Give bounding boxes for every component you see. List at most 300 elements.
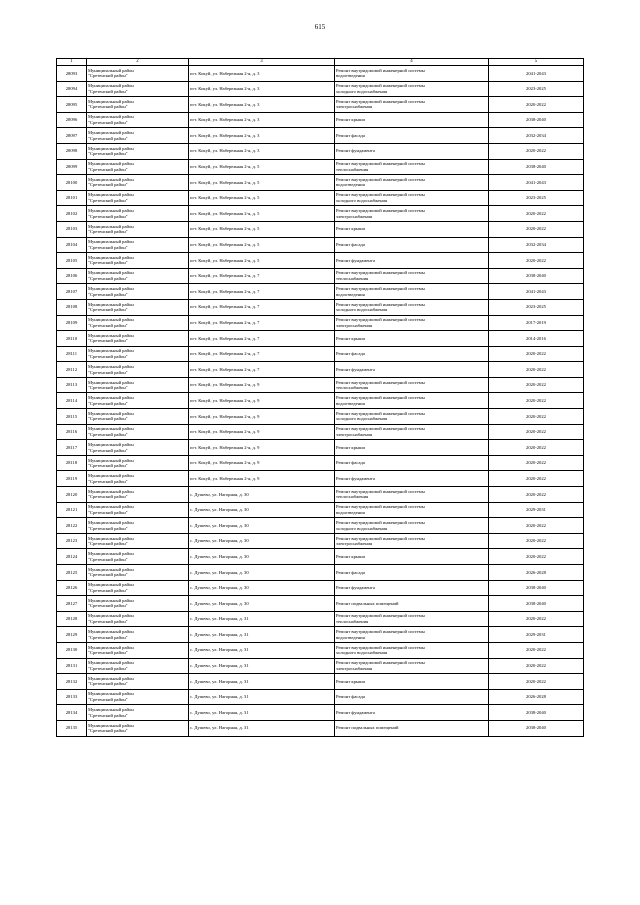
term-cell: 2020-2022 <box>489 97 584 113</box>
work-type-line: теплоснабжения <box>336 619 369 625</box>
row-number: 28134 <box>57 705 87 721</box>
work-type-line: холодного водоснабжения <box>336 416 388 422</box>
work-type-cell <box>335 206 489 222</box>
municipality-cell <box>87 112 189 128</box>
address-cell: пгт. Кокуй, ул. Набережная 2-я, д. 3 <box>189 143 335 159</box>
row-number: 28113 <box>57 377 87 393</box>
address-cell: пгт. Кокуй, ул. Набережная 2-я, д. 5 <box>189 190 335 206</box>
work-type-cell <box>335 221 489 237</box>
work-type-line: холодного водоснабжения <box>336 307 388 313</box>
address-cell: пгт. Кокуй, ул. Набережная 2-я, д. 9 <box>189 424 335 440</box>
address-cell: с. Душево, ул. Нагорная, д. 31 <box>189 627 335 643</box>
work-type-line: Ремонт внутридомовой инженерной системы <box>336 395 425 401</box>
row-number: 28101 <box>57 190 87 206</box>
work-type-line: Ремонт внутридомовой инженерной системы <box>336 83 425 89</box>
row-number: 28094 <box>57 81 87 97</box>
address-cell: с. Душево, ул. Нагорная, д. 30 <box>189 565 335 581</box>
row-number: 28098 <box>57 143 87 159</box>
work-type-cell <box>335 455 489 471</box>
row-number: 28130 <box>57 642 87 658</box>
term-cell: 2041-2043 <box>489 175 584 191</box>
row-number: 28125 <box>57 565 87 581</box>
work-type-line: холодного водоснабжения <box>336 88 388 94</box>
term-cell: 2020-2022 <box>489 518 584 534</box>
table-row <box>57 674 584 690</box>
municipality-cell <box>87 190 189 206</box>
term-cell: 2032-2034 <box>489 237 584 253</box>
work-type-line: электроснабжения <box>336 322 373 328</box>
row-number: 28123 <box>57 533 87 549</box>
address-cell: пгт. Кокуй, ул. Набережная 2-я, д. 7 <box>189 346 335 362</box>
work-type-line: теплоснабжения <box>336 166 369 172</box>
work-type-cell <box>335 346 489 362</box>
term-cell: 2020-2022 <box>489 253 584 269</box>
row-number: 28100 <box>57 175 87 191</box>
address-cell: с. Душево, ул. Нагорная, д. 30 <box>189 549 335 565</box>
municipality-line: Муниципальный район <box>88 660 134 666</box>
municipality-line: Муниципальный район <box>88 582 134 588</box>
municipality-line: "Сретенский район" <box>88 291 128 297</box>
term-cell: 2020-2022 <box>489 346 584 362</box>
address-cell: пгт. Кокуй, ул. Набережная 2-я, д. 9 <box>189 455 335 471</box>
term-cell: 2020-2022 <box>489 658 584 674</box>
work-type-cell <box>335 689 489 705</box>
term-cell: 2029-2031 <box>489 627 584 643</box>
work-type-line: Ремонт внутридомовой инженерной системы <box>336 301 425 307</box>
work-type-line: Ремонт крыши <box>336 678 365 684</box>
municipality-line: "Сретенский район" <box>88 712 128 718</box>
municipality-line: Муниципальный район <box>88 192 134 198</box>
table-row <box>57 393 584 409</box>
work-type-cell <box>335 81 489 97</box>
row-number: 28128 <box>57 611 87 627</box>
table-row <box>57 580 584 596</box>
municipality-line: Муниципальный район <box>88 597 134 603</box>
municipality-line: Муниципальный район <box>88 270 134 276</box>
municipality-line: "Сретенский район" <box>88 463 128 469</box>
municipality-line: Муниципальный район <box>88 145 134 151</box>
address-cell: пгт. Кокуй, ул. Набережная 2-я, д. 7 <box>189 268 335 284</box>
address-cell: пгт. Кокуй, ул. Набережная 2-я, д. 9 <box>189 440 335 456</box>
work-type-cell <box>335 190 489 206</box>
work-type-line: электроснабжения <box>336 665 373 671</box>
term-cell: 2020-2022 <box>489 377 584 393</box>
term-cell: 2038-2040 <box>489 268 584 284</box>
work-type-line: Ремонт фасада <box>336 694 365 700</box>
work-type-cell <box>335 393 489 409</box>
term-cell: 2038-2040 <box>489 720 584 736</box>
work-type-line: водоотведения <box>336 73 365 79</box>
municipality-line: Муниципальный район <box>88 317 134 323</box>
municipality-line: "Сретенский район" <box>88 478 128 484</box>
work-type-line: Ремонт крыши <box>336 553 365 559</box>
address-cell: с. Душево, ул. Нагорная, д. 30 <box>189 487 335 503</box>
work-type-line: Ремонт внутридомовой инженерной системы <box>336 644 425 650</box>
address-cell: пгт. Кокуй, ул. Набережная 2-я, д. 5 <box>189 253 335 269</box>
row-number: 28118 <box>57 455 87 471</box>
work-type-line: Ремонт внутридомовой инженерной системы <box>336 504 425 510</box>
address-cell: с. Душево, ул. Нагорная, д. 30 <box>189 533 335 549</box>
address-cell: пгт. Кокуй, ул. Набережная 2-я, д. 9 <box>189 377 335 393</box>
work-type-line: водоотведения <box>336 291 365 297</box>
municipality-cell <box>87 175 189 191</box>
row-number: 28122 <box>57 518 87 534</box>
table-row <box>57 81 584 97</box>
municipality-line: "Сретенский район" <box>88 213 128 219</box>
municipality-cell <box>87 720 189 736</box>
municipality-line: Муниципальный район <box>88 332 134 338</box>
municipality-line: Муниципальный район <box>88 535 134 541</box>
municipality-cell <box>87 159 189 175</box>
term-cell: 2029-2031 <box>489 502 584 518</box>
term-cell: 2020-2022 <box>489 533 584 549</box>
column-header: 1 <box>57 59 87 66</box>
row-number: 28102 <box>57 206 87 222</box>
table-row <box>57 720 584 736</box>
municipality-line: Муниципальный район <box>88 551 134 557</box>
municipality-line: "Сретенский район" <box>88 634 128 640</box>
municipality-cell <box>87 81 189 97</box>
table-body <box>57 59 584 737</box>
table-row <box>57 705 584 721</box>
work-type-line: Ремонт фундамента <box>336 257 375 263</box>
work-type-cell <box>335 66 489 82</box>
address-cell: пгт. Кокуй, ул. Набережная 2-я, д. 5 <box>189 237 335 253</box>
municipality-line: Муниципальный район <box>88 504 134 510</box>
work-type-line: теплоснабжения <box>336 494 369 500</box>
work-type-line: Ремонт внутридомовой инженерной системы <box>336 519 425 525</box>
work-type-line: Ремонт фасада <box>336 242 365 248</box>
table-row <box>57 331 584 347</box>
work-type-cell <box>335 424 489 440</box>
table-row <box>57 112 584 128</box>
address-cell: пгт. Кокуй, ул. Набережная 2-я, д. 5 <box>189 175 335 191</box>
table-row <box>57 190 584 206</box>
municipality-line: Муниципальный район <box>88 426 134 432</box>
table-row <box>57 175 584 191</box>
work-type-line: Ремонт внутридомовой инженерной системы <box>336 176 425 182</box>
municipality-line: Муниципальный район <box>88 301 134 307</box>
work-type-line: Ремонт подвальных помещений <box>336 725 399 731</box>
term-cell: 2014-2016 <box>489 331 584 347</box>
row-number: 28099 <box>57 159 87 175</box>
address-cell: с. Душево, ул. Нагорная, д. 31 <box>189 658 335 674</box>
municipality-line: Муниципальный район <box>88 83 134 89</box>
row-number: 28114 <box>57 393 87 409</box>
work-type-line: Ремонт фасада <box>336 460 365 466</box>
municipality-line: Муниципальный район <box>88 613 134 619</box>
work-type-line: Ремонт внутридомовой инженерной системы <box>336 379 425 385</box>
row-number: 28110 <box>57 331 87 347</box>
municipality-cell <box>87 705 189 721</box>
table-row <box>57 471 584 487</box>
work-type-line: Ремонт внутридомовой инженерной системы <box>336 426 425 432</box>
work-type-line: холодного водоснабжения <box>336 525 388 531</box>
table-row <box>57 66 584 82</box>
term-cell: 2020-2022 <box>489 221 584 237</box>
term-cell: 2020-2022 <box>489 455 584 471</box>
table-row <box>57 533 584 549</box>
work-type-line: Ремонт фундамента <box>336 366 375 372</box>
table-row <box>57 409 584 425</box>
term-cell: 2041-2043 <box>489 66 584 82</box>
term-cell: 2020-2022 <box>489 206 584 222</box>
municipality-line: "Сретенский район" <box>88 182 128 188</box>
work-type-cell <box>335 533 489 549</box>
row-number: 28129 <box>57 627 87 643</box>
address-cell: с. Душево, ул. Нагорная, д. 31 <box>189 674 335 690</box>
municipality-cell <box>87 689 189 705</box>
work-type-line: Ремонт внутридомовой инженерной системы <box>336 660 425 666</box>
work-type-cell <box>335 315 489 331</box>
address-cell: с. Душево, ул. Нагорная, д. 31 <box>189 720 335 736</box>
repair-schedule-table <box>56 58 584 737</box>
municipality-line: Муниципальный район <box>88 130 134 136</box>
municipality-line: "Сретенский район" <box>88 447 128 453</box>
municipality-cell <box>87 533 189 549</box>
municipality-line: Муниципальный район <box>88 223 134 229</box>
row-number: 28127 <box>57 596 87 612</box>
municipality-line: Муниципальный район <box>88 239 134 245</box>
municipality-cell <box>87 393 189 409</box>
municipality-cell <box>87 97 189 113</box>
table-row <box>57 299 584 315</box>
row-number: 28097 <box>57 128 87 144</box>
municipality-cell <box>87 455 189 471</box>
municipality-cell <box>87 565 189 581</box>
municipality-line: Муниципальный район <box>88 161 134 167</box>
municipality-cell <box>87 424 189 440</box>
municipality-line: Муниципальный район <box>88 348 134 354</box>
municipality-cell <box>87 237 189 253</box>
address-cell: пгт. Кокуй, ул. Набережная 2-я, д. 7 <box>189 331 335 347</box>
row-number: 28104 <box>57 237 87 253</box>
table-row <box>57 206 584 222</box>
municipality-line: Муниципальный район <box>88 98 134 104</box>
municipality-line: "Сретенский район" <box>88 151 128 157</box>
work-type-cell <box>335 611 489 627</box>
municipality-line: Муниципальный район <box>88 395 134 401</box>
work-type-cell <box>335 487 489 503</box>
table-row <box>57 315 584 331</box>
work-type-line: водоотведения <box>336 634 365 640</box>
row-number: 28126 <box>57 580 87 596</box>
work-type-cell <box>335 440 489 456</box>
work-type-cell <box>335 549 489 565</box>
municipality-cell <box>87 143 189 159</box>
term-cell: 2023-2025 <box>489 81 584 97</box>
term-cell: 2020-2022 <box>489 487 584 503</box>
row-number: 28095 <box>57 97 87 113</box>
row-number: 28124 <box>57 549 87 565</box>
municipality-line: "Сретенский район" <box>88 120 128 126</box>
work-type-line: Ремонт внутридомовой инженерной системы <box>336 613 425 619</box>
municipality-line: "Сретенский район" <box>88 587 128 593</box>
term-cell: 2026-2028 <box>489 565 584 581</box>
municipality-line: "Сретенский район" <box>88 229 128 235</box>
municipality-line: "Сретенский район" <box>88 494 128 500</box>
term-cell: 2020-2022 <box>489 471 584 487</box>
municipality-line: Муниципальный район <box>88 363 134 369</box>
work-type-cell <box>335 471 489 487</box>
municipality-cell <box>87 331 189 347</box>
row-number: 28121 <box>57 502 87 518</box>
municipality-cell <box>87 315 189 331</box>
work-type-cell <box>335 502 489 518</box>
municipality-cell <box>87 518 189 534</box>
row-number: 28107 <box>57 284 87 300</box>
table-row <box>57 377 584 393</box>
municipality-line: "Сретенский район" <box>88 697 128 703</box>
work-type-cell <box>335 159 489 175</box>
term-cell: 2020-2022 <box>489 674 584 690</box>
municipality-line: "Сретенский район" <box>88 572 128 578</box>
table-row <box>57 221 584 237</box>
municipality-line: Муниципальный район <box>88 566 134 572</box>
row-number: 28106 <box>57 268 87 284</box>
work-type-line: Ремонт внутридомовой инженерной системы <box>336 98 425 104</box>
row-number: 28103 <box>57 221 87 237</box>
work-type-cell <box>335 580 489 596</box>
municipality-line: Муниципальный район <box>88 176 134 182</box>
row-number: 28120 <box>57 487 87 503</box>
address-cell: пгт. Кокуй, ул. Набережная 2-я, д. 5 <box>189 221 335 237</box>
municipality-cell <box>87 268 189 284</box>
municipality-cell <box>87 221 189 237</box>
address-cell: пгт. Кокуй, ул. Набережная 2-я, д. 3 <box>189 66 335 82</box>
table-row <box>57 565 584 581</box>
municipality-line: Муниципальный район <box>88 457 134 463</box>
work-type-line: Ремонт внутридомовой инженерной системы <box>336 270 425 276</box>
municipality-cell <box>87 346 189 362</box>
municipality-line: Муниципальный район <box>88 441 134 447</box>
municipality-line: "Сретенский район" <box>88 556 128 562</box>
municipality-line: "Сретенский район" <box>88 603 128 609</box>
municipality-line: "Сретенский район" <box>88 73 128 79</box>
column-header: 4 <box>335 59 489 66</box>
work-type-line: электроснабжения <box>336 431 373 437</box>
address-cell: с. Душево, ул. Нагорная, д. 31 <box>189 689 335 705</box>
table-row <box>57 502 584 518</box>
address-cell: пгт. Кокуй, ул. Набережная 2-я, д. 3 <box>189 128 335 144</box>
term-cell: 2032-2034 <box>489 128 584 144</box>
work-type-line: Ремонт внутридомовой инженерной системы <box>336 286 425 292</box>
municipality-cell <box>87 253 189 269</box>
municipality-line: "Сретенский район" <box>88 431 128 437</box>
table-row <box>57 487 584 503</box>
municipality-line: "Сретенский район" <box>88 244 128 250</box>
work-type-line: теплоснабжения <box>336 385 369 391</box>
municipality-line: "Сретенский район" <box>88 322 128 328</box>
row-number: 28096 <box>57 112 87 128</box>
table-row <box>57 97 584 113</box>
work-type-cell <box>335 409 489 425</box>
row-number: 28093 <box>57 66 87 82</box>
municipality-line: "Сретенский район" <box>88 166 128 172</box>
column-header: 3 <box>189 59 335 66</box>
address-cell: пгт. Кокуй, ул. Набережная 2-я, д. 3 <box>189 97 335 113</box>
municipality-cell <box>87 299 189 315</box>
term-cell: 2038-2040 <box>489 580 584 596</box>
municipality-cell <box>87 471 189 487</box>
table-row <box>57 424 584 440</box>
municipality-line: "Сретенский район" <box>88 385 128 391</box>
work-type-cell <box>335 565 489 581</box>
work-type-cell <box>335 596 489 612</box>
municipality-cell <box>87 409 189 425</box>
municipality-cell <box>87 362 189 378</box>
address-cell: пгт. Кокуй, ул. Набережная 2-я, д. 3 <box>189 112 335 128</box>
column-header: 2 <box>87 59 189 66</box>
table-row <box>57 237 584 253</box>
address-cell: пгт. Кокуй, ул. Набережная 2-я, д. 7 <box>189 362 335 378</box>
row-number: 28108 <box>57 299 87 315</box>
term-cell: 2038-2040 <box>489 159 584 175</box>
municipality-line: Муниципальный район <box>88 67 134 73</box>
work-type-line: Ремонт крыши <box>336 117 365 123</box>
municipality-line: "Сретенский район" <box>88 416 128 422</box>
term-cell: 2020-2022 <box>489 409 584 425</box>
work-type-cell <box>335 377 489 393</box>
municipality-cell <box>87 596 189 612</box>
work-type-line: водоотведения <box>336 182 365 188</box>
work-type-line: теплоснабжения <box>336 276 369 282</box>
table-row <box>57 518 584 534</box>
municipality-line: Муниципальный район <box>88 208 134 214</box>
address-cell: пгт. Кокуй, ул. Набережная 2-я, д. 7 <box>189 315 335 331</box>
table-header-row <box>57 59 584 66</box>
table-row <box>57 346 584 362</box>
work-type-line: Ремонт фасада <box>336 351 365 357</box>
municipality-line: Муниципальный район <box>88 254 134 260</box>
row-number: 28105 <box>57 253 87 269</box>
work-type-line: Ремонт внутридомовой инженерной системы <box>336 488 425 494</box>
work-type-cell <box>335 705 489 721</box>
work-type-line: Ремонт внутридомовой инженерной системы <box>336 208 425 214</box>
municipality-line: "Сретенский район" <box>88 135 128 141</box>
work-type-line: водоотведения <box>336 509 365 515</box>
work-type-line: Ремонт крыши <box>336 226 365 232</box>
municipality-line: "Сретенский район" <box>88 681 128 687</box>
municipality-line: "Сретенский район" <box>88 400 128 406</box>
table-row <box>57 128 584 144</box>
municipality-line: "Сретенский район" <box>88 728 128 734</box>
municipality-line: Муниципальный район <box>88 722 134 728</box>
municipality-line: "Сретенский район" <box>88 260 128 266</box>
address-cell: с. Душево, ул. Нагорная, д. 30 <box>189 596 335 612</box>
row-number: 28117 <box>57 440 87 456</box>
table-row <box>57 362 584 378</box>
work-type-line: Ремонт внутридомовой инженерной системы <box>336 317 425 323</box>
address-cell: с. Душево, ул. Нагорная, д. 31 <box>189 611 335 627</box>
address-cell: пгт. Кокуй, ул. Набережная 2-я, д. 5 <box>189 159 335 175</box>
municipality-line: "Сретенский район" <box>88 541 128 547</box>
work-type-line: Ремонт крыши <box>336 335 365 341</box>
municipality-line: "Сретенский район" <box>88 307 128 313</box>
term-cell: 2038-2040 <box>489 112 584 128</box>
term-cell: 2026-2028 <box>489 689 584 705</box>
work-type-line: Ремонт крыши <box>336 444 365 450</box>
municipality-line: "Сретенский район" <box>88 198 128 204</box>
address-cell: с. Душево, ул. Нагорная, д. 30 <box>189 518 335 534</box>
term-cell: 2020-2022 <box>489 393 584 409</box>
address-cell: пгт. Кокуй, ул. Набережная 2-я, д. 9 <box>189 393 335 409</box>
work-type-line: Ремонт внутридомовой инженерной системы <box>336 67 425 73</box>
municipality-cell <box>87 206 189 222</box>
municipality-cell <box>87 377 189 393</box>
address-cell: пгт. Кокуй, ул. Набережная 2-я, д. 7 <box>189 284 335 300</box>
work-type-cell <box>335 642 489 658</box>
